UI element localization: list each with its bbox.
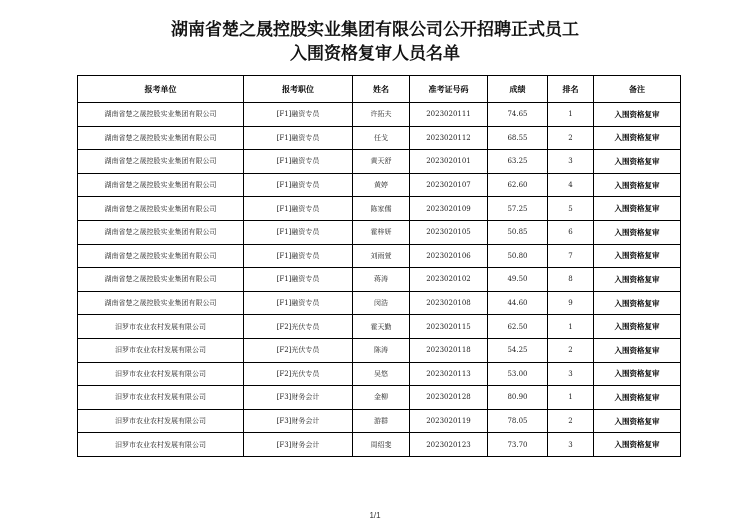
cell-rank: 2	[548, 409, 594, 433]
cell-score: 73.70	[488, 433, 548, 457]
cell-name: 刘雨萱	[353, 244, 410, 268]
cell-remark: 入围资格复审	[594, 338, 681, 362]
cell-name: 陈涛	[353, 338, 410, 362]
cell-rank: 6	[548, 220, 594, 244]
cell-position: [F1]融资专员	[244, 268, 353, 292]
cell-unit: 汨罗市农业农村发展有限公司	[78, 338, 244, 362]
cell-exam-number: 2023020118	[410, 338, 488, 362]
cell-remark: 入围资格复审	[594, 103, 681, 127]
cell-unit: 汨罗市农业农村发展有限公司	[78, 315, 244, 339]
cell-unit: 湖南省楚之晟控股实业集团有限公司	[78, 268, 244, 292]
cell-remark: 入围资格复审	[594, 315, 681, 339]
cell-unit: 汨罗市农业农村发展有限公司	[78, 386, 244, 410]
cell-unit: 湖南省楚之晟控股实业集团有限公司	[78, 220, 244, 244]
cell-score: 50.80	[488, 244, 548, 268]
table-row	[78, 362, 681, 386]
table-row	[78, 409, 681, 433]
cell-name: 陈家儒	[353, 197, 410, 221]
cell-rank: 9	[548, 291, 594, 315]
table-row	[78, 433, 681, 457]
cell-exam-number: 2023020109	[410, 197, 488, 221]
cell-name: 闵浩	[353, 291, 410, 315]
cell-exam-number: 2023020108	[410, 291, 488, 315]
cell-rank: 1	[548, 103, 594, 127]
cell-unit: 汨罗市农业农村发展有限公司	[78, 433, 244, 457]
cell-rank: 3	[548, 362, 594, 386]
header-remark: 备注	[594, 76, 681, 103]
cell-remark: 入围资格复审	[594, 362, 681, 386]
header-name: 姓名	[353, 76, 410, 103]
cell-rank: 2	[548, 126, 594, 150]
cell-remark: 入围资格复审	[594, 220, 681, 244]
cell-exam-number: 2023020115	[410, 315, 488, 339]
cell-unit: 湖南省楚之晟控股实业集团有限公司	[78, 244, 244, 268]
cell-rank: 5	[548, 197, 594, 221]
cell-remark: 入围资格复审	[594, 150, 681, 174]
cell-exam-number: 2023020128	[410, 386, 488, 410]
cell-unit: 湖南省楚之晟控股实业集团有限公司	[78, 150, 244, 174]
cell-position: [F3]财务会计	[244, 433, 353, 457]
table-row	[78, 173, 681, 197]
cell-name: 霍梓妍	[353, 220, 410, 244]
cell-score: 50.85	[488, 220, 548, 244]
cell-exam-number: 2023020105	[410, 220, 488, 244]
table-row	[78, 291, 681, 315]
cell-position: [F1]融资专员	[244, 126, 353, 150]
cell-exam-number: 2023020106	[410, 244, 488, 268]
cell-score: 54.25	[488, 338, 548, 362]
cell-unit: 湖南省楚之晟控股实业集团有限公司	[78, 173, 244, 197]
cell-remark: 入围资格复审	[594, 386, 681, 410]
header-score: 成绩	[488, 76, 548, 103]
cell-rank: 2	[548, 338, 594, 362]
cell-name: 周绍斐	[353, 433, 410, 457]
cell-score: 74.65	[488, 103, 548, 127]
cell-exam-number: 2023020119	[410, 409, 488, 433]
cell-remark: 入围资格复审	[594, 244, 681, 268]
cell-position: [F3]财务会计	[244, 409, 353, 433]
cell-position: [F1]融资专员	[244, 103, 353, 127]
cell-score: 80.90	[488, 386, 548, 410]
header-unit: 报考单位	[78, 76, 244, 103]
table-row	[78, 103, 681, 127]
cell-score: 44.60	[488, 291, 548, 315]
cell-name: 游群	[353, 409, 410, 433]
cell-exam-number: 2023020112	[410, 126, 488, 150]
header-exam-number: 准考证号码	[410, 76, 488, 103]
cell-rank: 8	[548, 268, 594, 292]
cell-position: [F2]光伏专员	[244, 315, 353, 339]
cell-position: [F1]融资专员	[244, 220, 353, 244]
table-row	[78, 126, 681, 150]
cell-name: 吴悠	[353, 362, 410, 386]
document-title-line2: 入围资格复审人员名单	[290, 44, 460, 64]
table-row	[78, 338, 681, 362]
cell-position: [F1]融资专员	[244, 197, 353, 221]
cell-name: 任戈	[353, 126, 410, 150]
table-row	[78, 244, 681, 268]
cell-position: [F1]融资专员	[244, 291, 353, 315]
table-row	[78, 197, 681, 221]
header-position: 报考职位	[244, 76, 353, 103]
cell-name: 霍天勤	[353, 315, 410, 339]
cell-remark: 入围资格复审	[594, 291, 681, 315]
cell-score: 53.00	[488, 362, 548, 386]
cell-position: [F2]光伏专员	[244, 338, 353, 362]
cell-exam-number: 2023020113	[410, 362, 488, 386]
cell-remark: 入围资格复审	[594, 433, 681, 457]
cell-rank: 1	[548, 386, 594, 410]
cell-name: 许拓夫	[353, 103, 410, 127]
cell-unit: 湖南省楚之晟控股实业集团有限公司	[78, 197, 244, 221]
cell-unit: 湖南省楚之晟控股实业集团有限公司	[78, 291, 244, 315]
cell-exam-number: 2023020123	[410, 433, 488, 457]
cell-position: [F1]融资专员	[244, 150, 353, 174]
header-rank: 排名	[548, 76, 594, 103]
page-indicator: 1/1	[369, 511, 381, 520]
table-body	[78, 103, 681, 457]
cell-remark: 入围资格复审	[594, 409, 681, 433]
cell-unit: 湖南省楚之晟控股实业集团有限公司	[78, 103, 244, 127]
cell-position: [F3]财务会计	[244, 386, 353, 410]
cell-position: [F1]融资专员	[244, 173, 353, 197]
cell-exam-number: 2023020107	[410, 173, 488, 197]
cell-exam-number: 2023020111	[410, 103, 488, 127]
cell-rank: 3	[548, 150, 594, 174]
cell-name: 蒋涛	[353, 268, 410, 292]
cell-score: 62.50	[488, 315, 548, 339]
cell-remark: 入围资格复审	[594, 173, 681, 197]
cell-position: [F1]融资专员	[244, 244, 353, 268]
cell-exam-number: 2023020102	[410, 268, 488, 292]
table-row	[78, 268, 681, 292]
cell-rank: 1	[548, 315, 594, 339]
cell-remark: 入围资格复审	[594, 268, 681, 292]
cell-score: 63.25	[488, 150, 548, 174]
cell-rank: 4	[548, 173, 594, 197]
cell-score: 78.05	[488, 409, 548, 433]
roster-table	[77, 75, 681, 457]
cell-unit: 汨罗市农业农村发展有限公司	[78, 362, 244, 386]
cell-position: [F2]光伏专员	[244, 362, 353, 386]
cell-score: 49.50	[488, 268, 548, 292]
cell-remark: 入围资格复审	[594, 126, 681, 150]
cell-score: 62.60	[488, 173, 548, 197]
cell-rank: 7	[548, 244, 594, 268]
cell-unit: 湖南省楚之晟控股实业集团有限公司	[78, 126, 244, 150]
cell-rank: 3	[548, 433, 594, 457]
cell-name: 黄婷	[353, 173, 410, 197]
table-row	[78, 315, 681, 339]
cell-exam-number: 2023020101	[410, 150, 488, 174]
table-row	[78, 150, 681, 174]
cell-score: 68.55	[488, 126, 548, 150]
table-row	[78, 386, 681, 410]
cell-remark: 入围资格复审	[594, 197, 681, 221]
document-title-line1: 湖南省楚之晟控股实业集团有限公司公开招聘正式员工	[171, 20, 579, 40]
cell-score: 57.25	[488, 197, 548, 221]
cell-unit: 汨罗市农业农村发展有限公司	[78, 409, 244, 433]
cell-name: 金柳	[353, 386, 410, 410]
cell-name: 黄天舒	[353, 150, 410, 174]
table-row	[78, 220, 681, 244]
table-header-row	[78, 76, 681, 103]
